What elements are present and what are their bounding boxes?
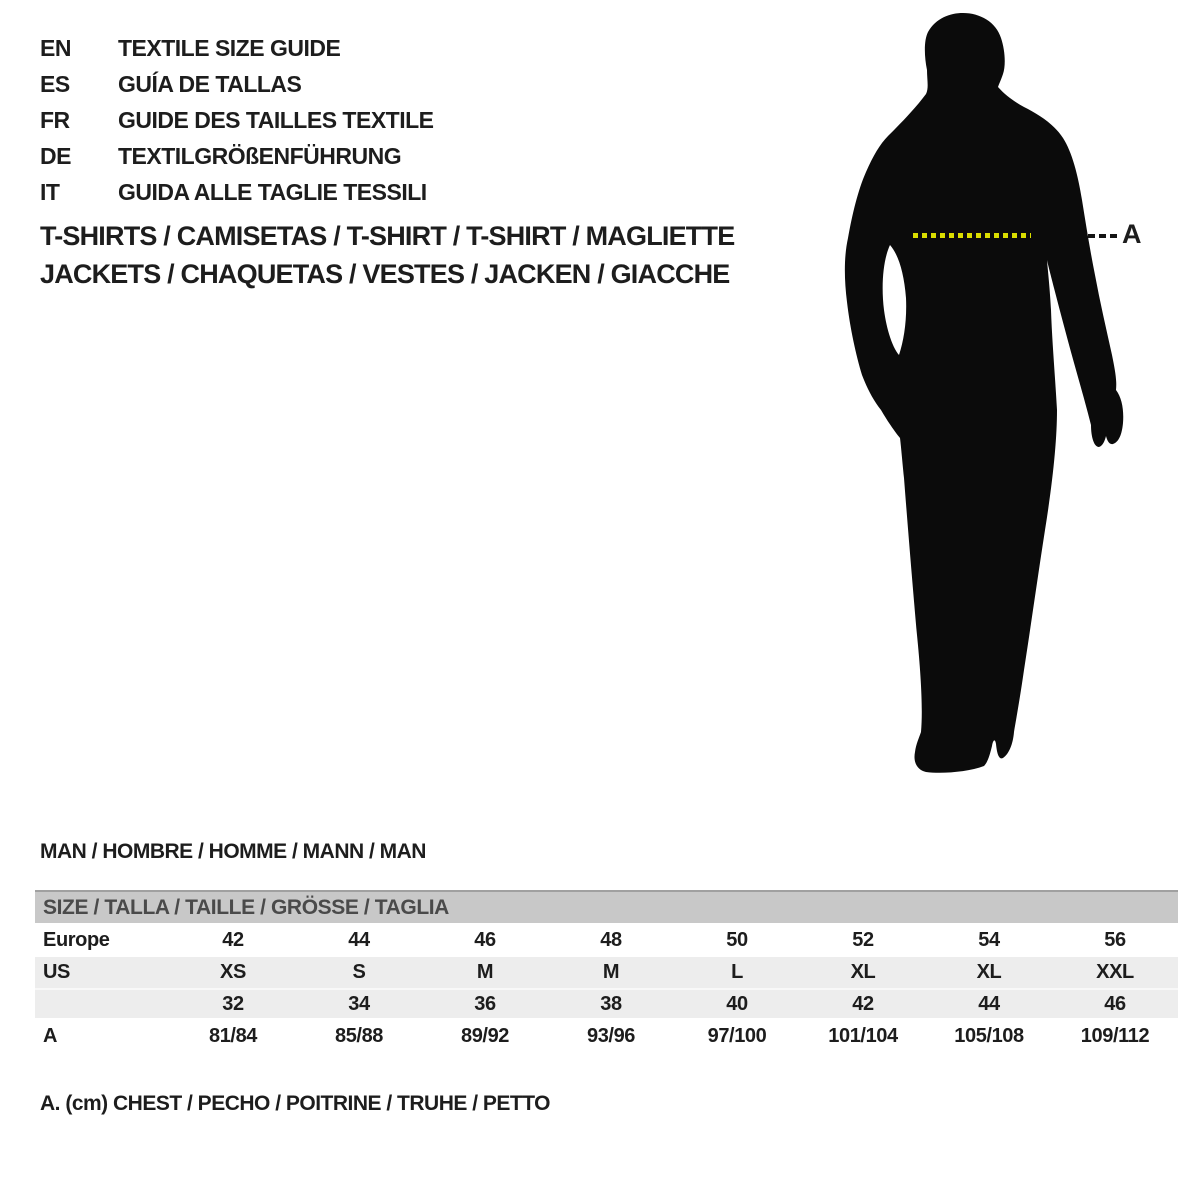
table-cell: XL [850, 961, 876, 983]
language-code: DE [40, 143, 71, 169]
table-cell: S [352, 961, 366, 983]
product-types-line2: JACKETS / CHAQUETAS / VESTES / JACKEN / GIACCHE [40, 259, 730, 289]
table-cell: 101/104 [828, 1024, 898, 1047]
table-cell: 46 [474, 928, 496, 951]
table-cell: M [476, 961, 494, 983]
language-row [40, 30, 434, 66]
table-cell: 46 [1104, 992, 1126, 1015]
table-cell: 50 [726, 928, 748, 951]
language-code: IT [40, 179, 60, 205]
table-cell: 44 [348, 928, 370, 951]
table-row-chest-a [35, 1018, 1178, 1054]
table-cell: 32 [222, 992, 244, 1015]
chest-measurement-dotted-line [913, 233, 1031, 238]
measurement-pointer-dashes [1088, 234, 1118, 238]
table-cell: 85/88 [334, 1024, 384, 1047]
table-row-europe [35, 923, 1178, 957]
table-cell: 97/100 [707, 1024, 767, 1047]
size-table-header: SIZE / TALLA / TAILLE / GRÖSSE / TAGLIA [35, 890, 1178, 923]
table-cell: XXL [1096, 961, 1134, 983]
table-cell: 105/108 [954, 1024, 1024, 1047]
language-row [40, 138, 434, 174]
size-table [35, 890, 1178, 1054]
table-row-numeric [35, 988, 1178, 1018]
table-cell: 34 [348, 992, 370, 1015]
table-cell: 42 [852, 992, 874, 1015]
table-cell: L [731, 961, 743, 983]
table-cell: XS [220, 961, 246, 983]
table-cell: 52 [852, 928, 874, 951]
table-cell: 48 [600, 928, 622, 951]
language-label: GUIDA ALLE TAGLIE TESSILI [118, 179, 427, 205]
language-code: FR [40, 107, 70, 133]
table-cell: 40 [726, 992, 748, 1015]
language-code: EN [40, 35, 71, 61]
table-row-us [35, 957, 1178, 988]
language-label: TEXTILE SIZE GUIDE [118, 35, 341, 61]
table-cell: M [602, 961, 620, 983]
table-cell: 109/112 [1080, 1024, 1150, 1047]
table-cell: 54 [978, 928, 1000, 951]
language-list [40, 30, 434, 210]
table-cell: 42 [222, 928, 244, 951]
table-cell: 93/96 [586, 1024, 636, 1047]
language-row [40, 102, 434, 138]
table-cell: 81/84 [208, 1024, 258, 1047]
measurement-footnote: A. (cm) CHEST / PECHO / POITRINE / TRUHE / PETTO [40, 1092, 551, 1115]
table-cell: 38 [600, 992, 622, 1015]
table-cell: XL [976, 961, 1002, 983]
language-row [40, 66, 434, 102]
product-types [40, 217, 734, 293]
measurement-figure [810, 10, 1190, 800]
row-label: US [43, 961, 70, 983]
language-label: GUIDE DES TAILLES TEXTILE [118, 107, 434, 133]
section-title: MAN / HOMBRE / HOMME / MANN / MAN [40, 840, 426, 863]
language-row [40, 174, 434, 210]
table-cell: 44 [978, 992, 1000, 1015]
table-cell: 89/92 [460, 1024, 510, 1047]
product-types-line1: T-SHIRTS / CAMISETAS / T-SHIRT / T-SHIRT / MAGLIETTE [40, 221, 735, 251]
language-label: GUÍA DE TALLAS [118, 71, 302, 97]
man-silhouette [810, 10, 1140, 800]
language-code: ES [40, 71, 70, 97]
row-label: Europe [43, 928, 110, 951]
table-cell: 36 [474, 992, 496, 1015]
language-label: TEXTILGRÖßENFÜHRUNG [118, 143, 402, 169]
measurement-label-a: A [1122, 219, 1142, 249]
table-cell: 56 [1104, 928, 1126, 951]
row-label: A [43, 1024, 58, 1047]
